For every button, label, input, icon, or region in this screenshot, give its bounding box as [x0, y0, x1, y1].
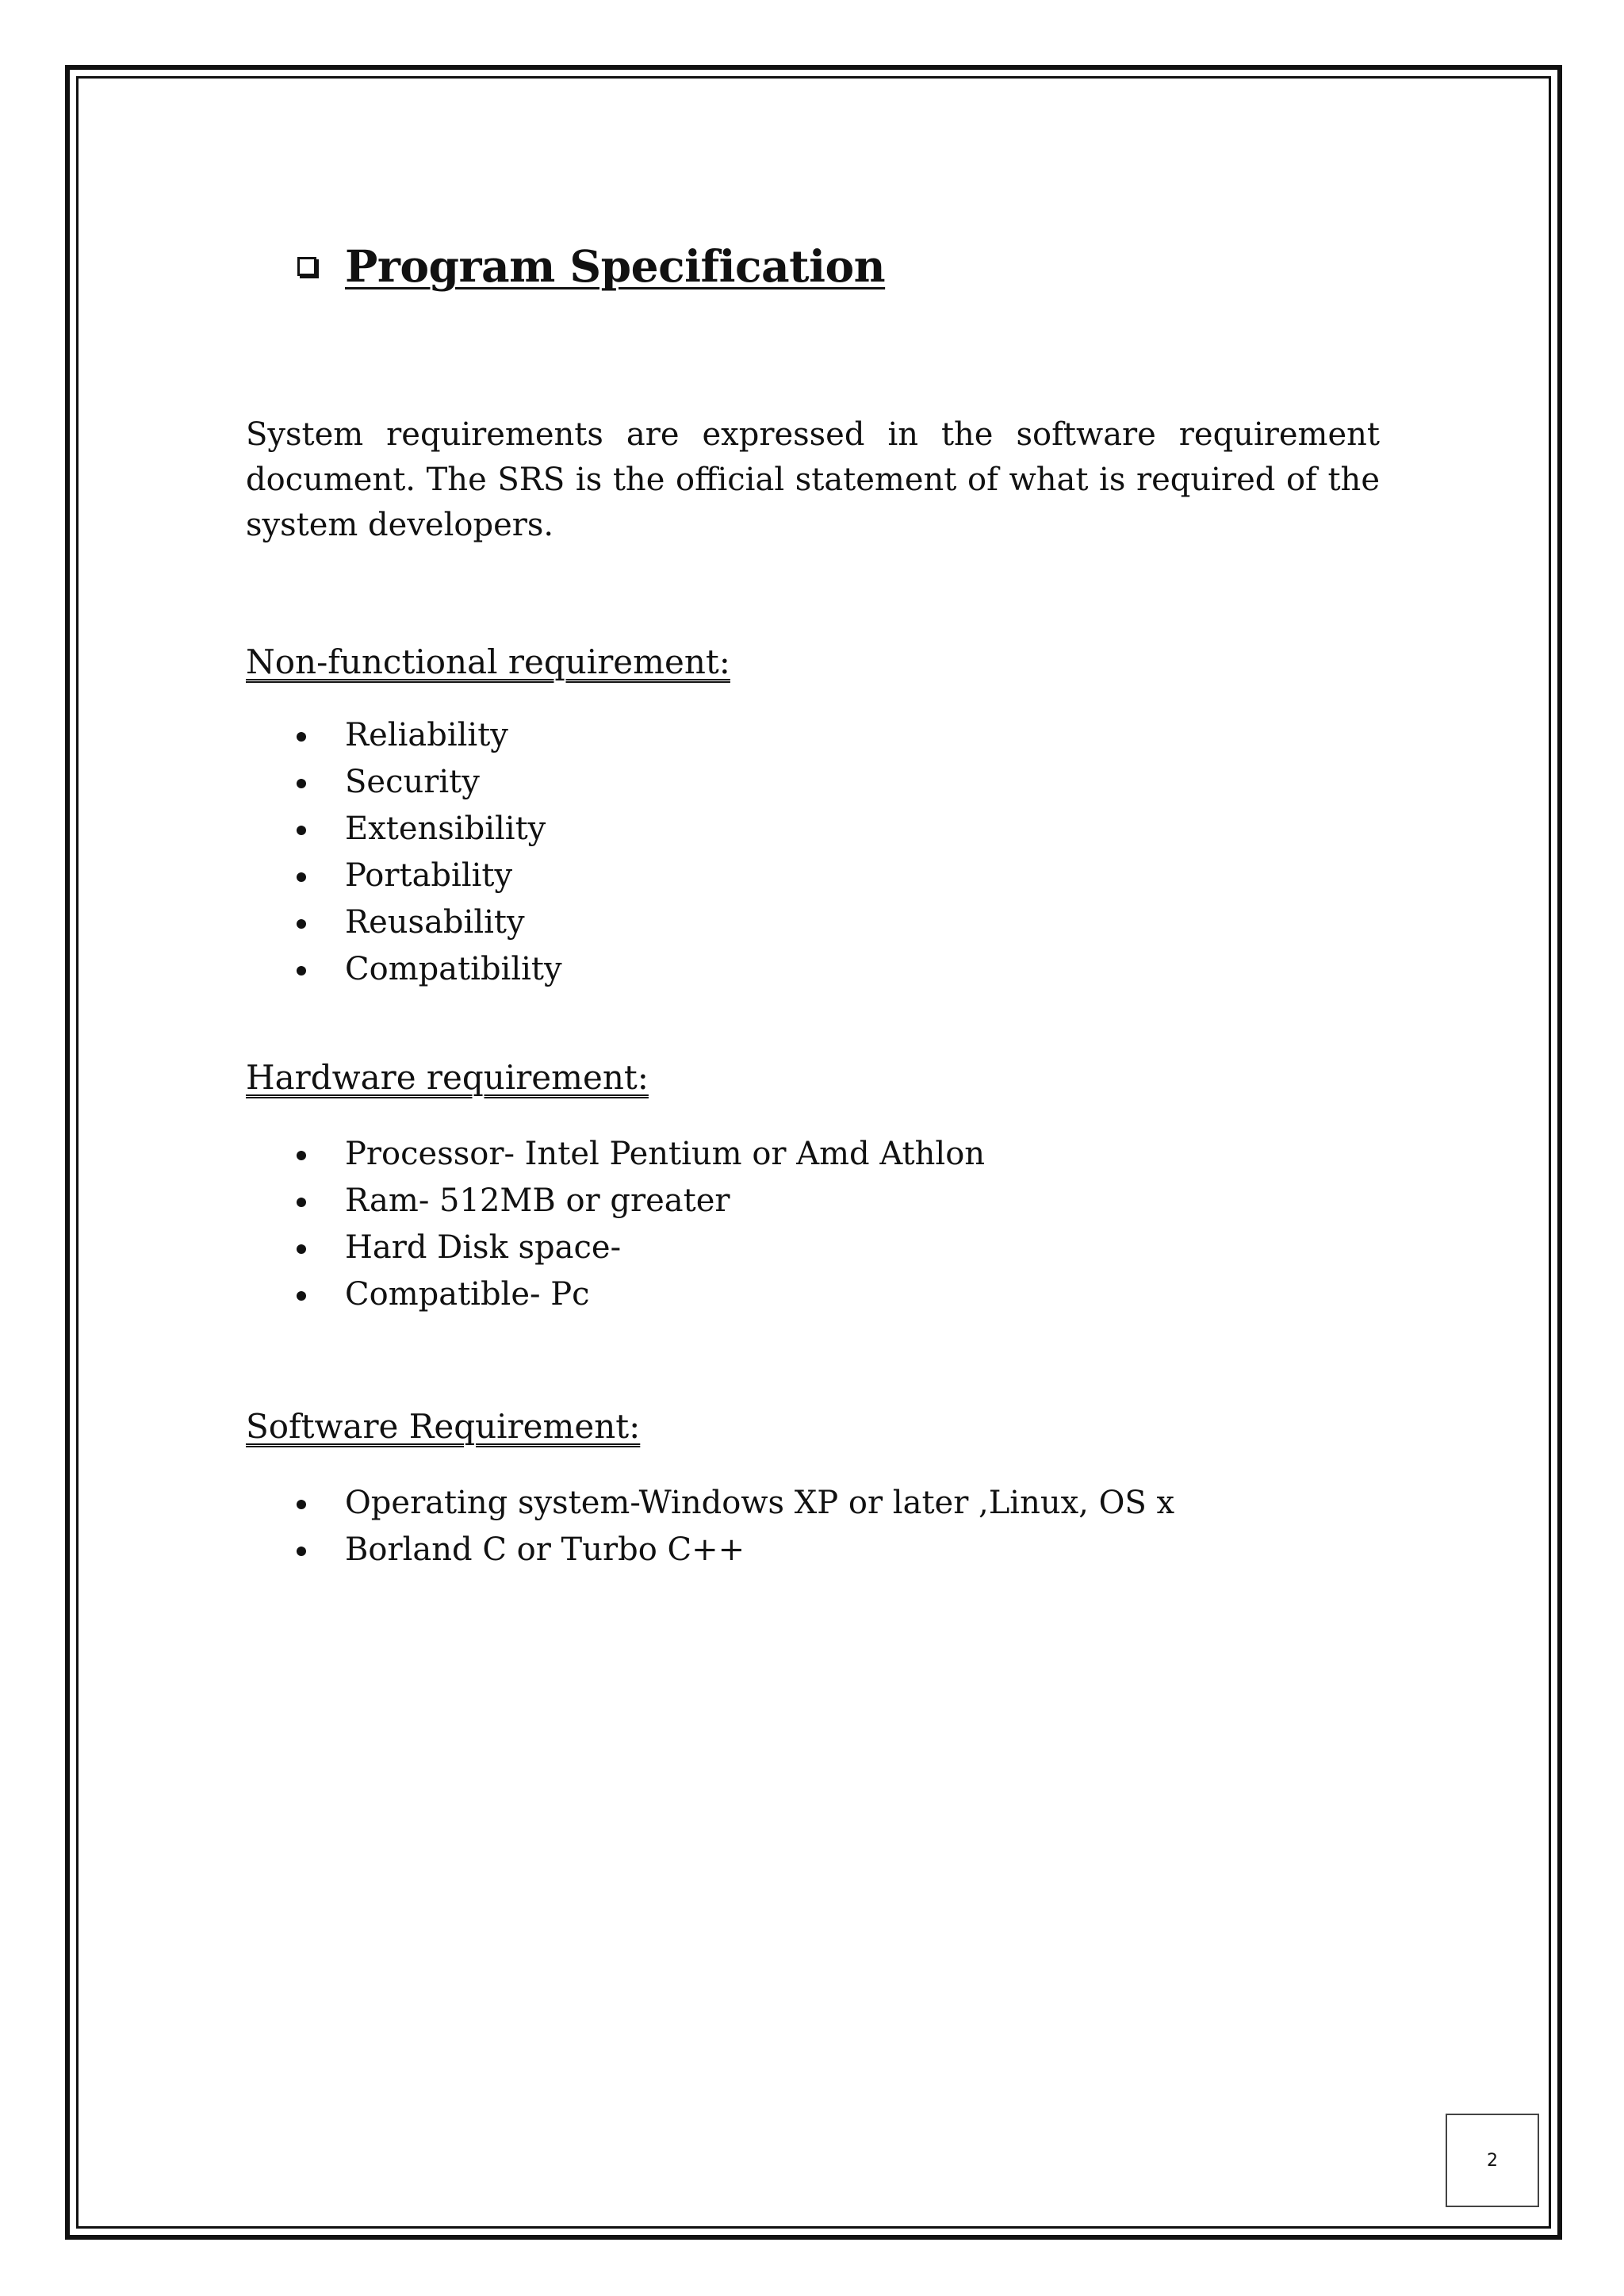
- list-item: Processor- Intel Pentium or Amd Athlon: [345, 1131, 985, 1178]
- page-number-label: 2: [1487, 2150, 1498, 2171]
- list-item: Portability: [345, 853, 562, 899]
- non-functional-title: Non-functional requirement:: [246, 642, 730, 681]
- list-item: Extensibility: [345, 806, 562, 853]
- heading-title: Program Specification: [345, 240, 886, 292]
- checkbox-bullet-icon: [297, 257, 316, 276]
- list-item: Reusability: [345, 899, 562, 946]
- hardware-title: Hardware requirement:: [246, 1058, 649, 1097]
- list-item: Hard Disk space-: [345, 1225, 985, 1271]
- list-item: Reliability: [345, 712, 562, 759]
- list-item: Ram- 512MB or greater: [345, 1178, 985, 1225]
- hardware-list: [345, 1131, 985, 1318]
- list-item: Operating system-Windows XP or later ,Linux, OS x: [345, 1480, 1174, 1527]
- page-number: [1446, 2114, 1539, 2207]
- list-item: Compatible- Pc: [345, 1271, 985, 1318]
- list-item: Security: [345, 759, 562, 806]
- intro-paragraph: System requirements are expressed in the software requirement document. The SRS is the official statement of what is required of the system developers.: [246, 416, 1380, 543]
- list-item: Compatibility: [345, 946, 562, 993]
- section-heading: [297, 240, 885, 292]
- software-list: [345, 1480, 1174, 1573]
- list-item: Borland C or Turbo C++: [345, 1527, 1174, 1573]
- non-functional-list: [345, 712, 562, 993]
- software-title: Software Requirement:: [246, 1407, 641, 1446]
